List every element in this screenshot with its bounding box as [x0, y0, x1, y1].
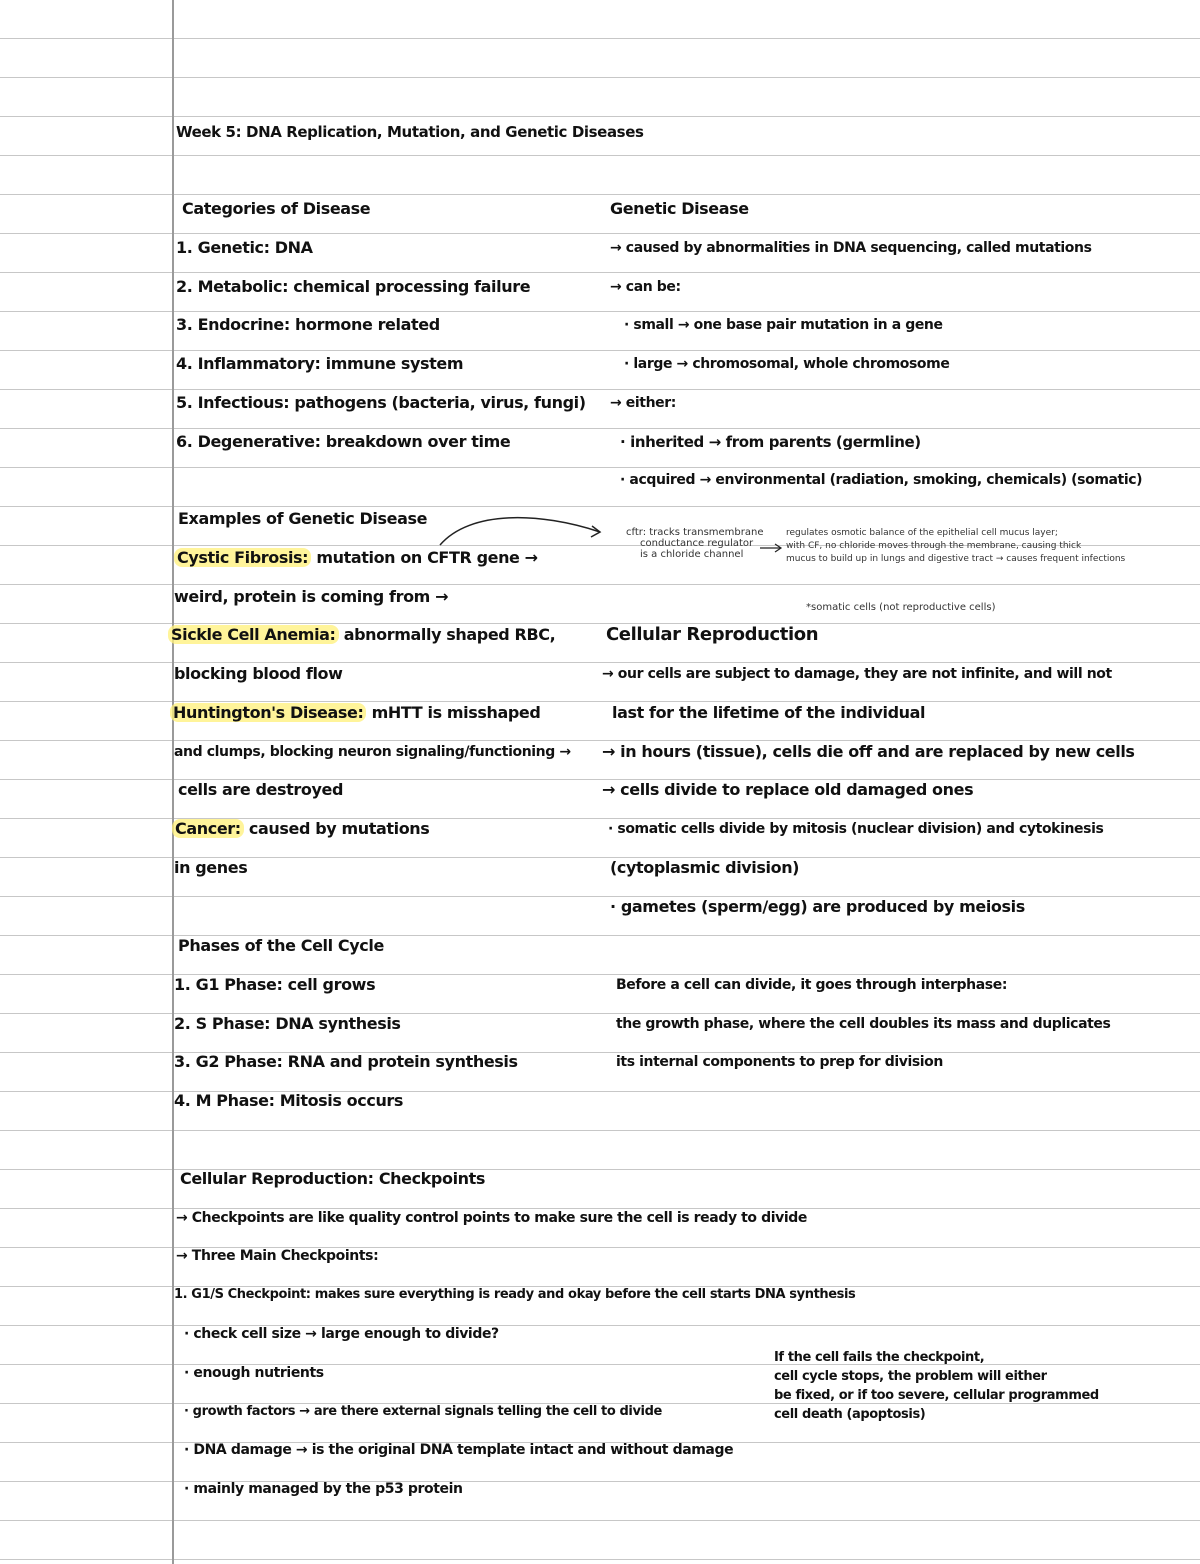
example-line: abnormally shaped RBC,	[338, 625, 556, 644]
example-line: mutation on CFTR gene →	[311, 548, 538, 567]
category-item: 6. Degenerative: breakdown over time	[176, 432, 511, 451]
page-title: Week 5: DNA Replication, Mutation, and Genetic Diseases	[176, 123, 644, 141]
category-item: 5. Infectious: pathogens (bacteria, virus, fungi)	[176, 393, 586, 412]
example-line: blocking blood flow	[174, 664, 343, 683]
genetic-disease-line: · inherited → from parents (germline)	[620, 433, 921, 451]
checkpoints-line: · enough nutrients	[184, 1365, 324, 1381]
checkpoint-side-note: cell death (apoptosis)	[774, 1407, 926, 1422]
cystic-fibrosis-highlight: Cystic Fibrosis:	[174, 548, 311, 567]
cellular-reproduction-line: · somatic cells divide by mitosis (nuclear division) and cytokinesis	[608, 821, 1104, 837]
example-line: mHTT is misshaped	[366, 703, 541, 722]
interphase-note: the growth phase, where the cell doubles its mass and duplicates	[616, 1016, 1111, 1032]
example-line: cells are destroyed	[178, 780, 344, 799]
category-item: 3. Endocrine: hormone related	[176, 315, 440, 334]
cellular-reproduction-line: · gametes (sperm/egg) are produced by meiosis	[610, 897, 1025, 916]
checkpoints-line: · check cell size → large enough to divide?	[184, 1326, 499, 1342]
example-line: in genes	[174, 858, 248, 877]
checkpoints-line: → Checkpoints are like quality control points to make sure the cell is ready to divide	[176, 1210, 807, 1226]
cell-cycle-item: 4. M Phase: Mitosis occurs	[174, 1091, 404, 1110]
cellular-reproduction-line: (cytoplasmic division)	[610, 858, 800, 877]
cell-cycle-item: 3. G2 Phase: RNA and protein synthesis	[174, 1052, 518, 1071]
cellular-reproduction-line: → cells divide to replace old damaged ones	[602, 780, 974, 799]
checkpoints-line: 1. G1/S Checkpoint: makes sure everything is ready and okay before the cell starts DNA synthesis	[174, 1287, 856, 1302]
categories-heading: Categories of Disease	[182, 199, 371, 218]
checkpoints-line: · growth factors → are there external signals telling the cell to divide	[184, 1404, 662, 1419]
example-line: caused by mutations	[243, 819, 430, 838]
example-line: and clumps, blocking neuron signaling/functioning →	[174, 744, 571, 760]
somatic-footnote: *somatic cells (not reproductive cells)	[806, 602, 996, 613]
cancer-highlight: Cancer:	[172, 819, 244, 838]
genetic-disease-line: · large → chromosomal, whole chromosome	[624, 356, 950, 372]
cellular-reproduction-line: → in hours (tissue), cells die off and are replaced by new cells	[602, 742, 1135, 761]
checkpoints-line: → Three Main Checkpoints:	[176, 1248, 379, 1264]
cell-cycle-heading: Phases of the Cell Cycle	[178, 936, 384, 955]
checkpoint-side-note: be fixed, or if too severe, cellular programmed	[774, 1388, 1099, 1403]
cftr-note-left: is a chloride channel	[640, 549, 744, 560]
cellular-reproduction-heading: Cellular Reproduction	[606, 624, 819, 645]
genetic-disease-line: → caused by abnormalities in DNA sequencing, called mutations	[610, 240, 1092, 256]
checkpoints-heading: Cellular Reproduction: Checkpoints	[180, 1169, 486, 1188]
cellular-reproduction-line: → our cells are subject to damage, they are not infinite, and will not	[602, 666, 1112, 682]
interphase-note: its internal components to prep for division	[616, 1054, 943, 1070]
genetic-disease-line: · small → one base pair mutation in a gene	[624, 317, 943, 333]
genetic-disease-line: · acquired → environmental (radiation, smoking, chemicals) (somatic)	[620, 472, 1143, 488]
cftr-note-right: with CF, no chloride moves through the membrane, causing thick	[786, 541, 1082, 551]
cftr-note-left: cftr: tracks transmembrane	[626, 527, 764, 538]
example-line: weird, protein is coming from →	[174, 587, 449, 606]
genetic-disease-heading: Genetic Disease	[610, 199, 749, 218]
cell-cycle-item: 2. S Phase: DNA synthesis	[174, 1014, 401, 1033]
cftr-note-right: regulates osmotic balance of the epithelial cell mucus layer;	[786, 528, 1058, 538]
checkpoint-side-note: cell cycle stops, the problem will either	[774, 1369, 1047, 1384]
genetic-disease-line: → can be:	[610, 279, 681, 295]
cftr-note-right: mucus to build up in lungs and digestive tract → causes frequent infections	[786, 554, 1126, 564]
genetic-disease-line: → either:	[610, 395, 676, 411]
cftr-note-left: conductance regulator	[640, 538, 754, 549]
checkpoint-side-note: If the cell fails the checkpoint,	[774, 1350, 985, 1365]
category-item: 1. Genetic: DNA	[176, 238, 313, 257]
cellular-reproduction-line: last for the lifetime of the individual	[612, 703, 926, 722]
huntingtons-highlight: Huntington's Disease:	[170, 703, 366, 722]
checkpoints-line: · mainly managed by the p53 protein	[184, 1481, 463, 1497]
cell-cycle-item: 1. G1 Phase: cell grows	[174, 975, 376, 994]
category-item: 4. Inflammatory: immune system	[176, 354, 464, 373]
sickle-cell-highlight: Sickle Cell Anemia:	[168, 625, 339, 644]
category-item: 2. Metabolic: chemical processing failure	[176, 277, 531, 296]
interphase-note: Before a cell can divide, it goes through interphase:	[616, 977, 1008, 993]
checkpoints-line: · DNA damage → is the original DNA template intact and without damage	[184, 1442, 734, 1458]
examples-heading: Examples of Genetic Disease	[178, 509, 428, 528]
